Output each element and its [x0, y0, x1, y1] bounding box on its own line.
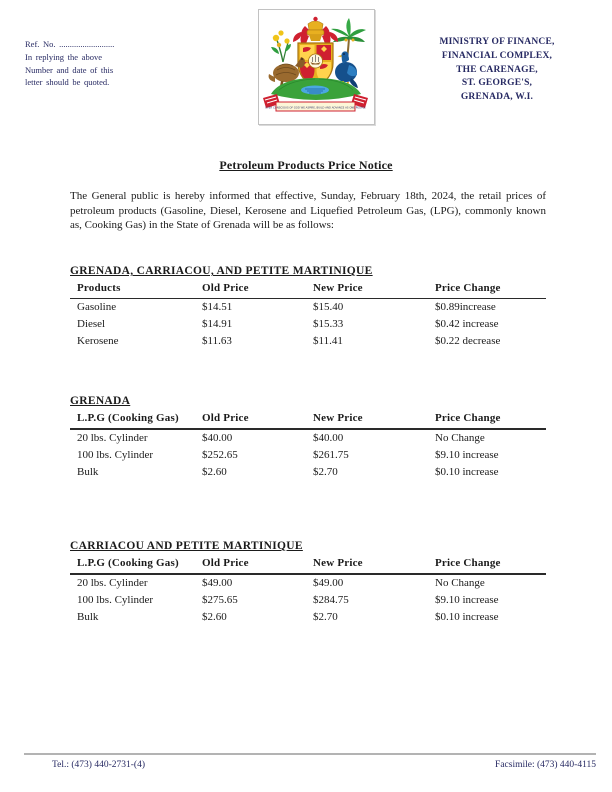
cell-old-price: $11.63: [202, 335, 232, 347]
table-row: [70, 574, 546, 592]
cell-price-change: $0.10 increase: [435, 611, 499, 623]
cell-old-price: $275.65: [202, 594, 238, 606]
table-row: [70, 447, 546, 464]
cell-new-price: $2.70: [313, 466, 338, 478]
cell-new-price: $15.33: [313, 318, 344, 330]
cell-old-price: $2.60: [202, 611, 227, 623]
cell-new-price: $49.00: [313, 577, 344, 589]
cell-price-change: $0.89increase: [435, 301, 496, 313]
reference-number-block: [25, 38, 141, 89]
cell-product: Bulk: [77, 611, 99, 623]
cell-old-price: $14.91: [202, 318, 233, 330]
cell-new-price: $284.75: [313, 594, 349, 606]
cell-price-change: $0.10 increase: [435, 466, 499, 478]
table-row: [70, 609, 546, 626]
table-row: [70, 592, 546, 609]
address-line: ST. GEORGE'S,: [461, 78, 533, 89]
column-header: Old Price: [202, 555, 313, 574]
cell-price-change: No Change: [435, 432, 485, 444]
cell-old-price: $14.51: [202, 301, 233, 313]
cell-product: Bulk: [77, 466, 99, 478]
column-header: L.P.G (Cooking Gas): [70, 410, 202, 429]
cell-price-change: $9.10 increase: [435, 449, 499, 461]
cell-new-price: $2.70: [313, 611, 338, 623]
column-header: Old Price: [202, 280, 313, 299]
grenada-coat-of-arms: [258, 9, 375, 125]
section-carriacou-petite-martinique-lpg: [70, 540, 546, 626]
footer: [24, 760, 596, 770]
cell-price-change: $9.10 increase: [435, 594, 499, 606]
column-header: New Price: [313, 280, 435, 299]
cell-product: 20 lbs. Cylinder: [77, 432, 148, 444]
cell-product: 100 lbs. Cylinder: [77, 449, 154, 461]
address-line: MINISTRY OF FINANCE,: [439, 37, 555, 47]
coat-of-arms-graphic: [259, 10, 372, 122]
footer-divider: [24, 753, 596, 755]
footer-facsimile: Facsimile: (473) 440-4115: [495, 760, 596, 770]
section-heading: GRENADA, CARRIACOU, AND PETITE MARTINIQUE: [70, 265, 373, 277]
table-row: [70, 316, 546, 333]
ref-line: Number and date of this: [25, 64, 114, 75]
table-row: [70, 299, 546, 317]
section-heading: GRENADA: [70, 395, 131, 407]
column-header: Price Change: [435, 410, 546, 429]
column-header: New Price: [313, 410, 435, 429]
section-grenada-lpg: [70, 395, 546, 481]
table-header-row: [70, 555, 546, 574]
page-title: Petroleum Products Price Notice: [219, 158, 393, 172]
address-line: FINANCIAL COMPLEX,: [441, 50, 553, 61]
address-line: THE CARENAGE,: [456, 64, 538, 75]
price-table: [70, 555, 546, 626]
section-heading: CARRIACOU AND PETITE MARTINIQUE: [70, 540, 303, 552]
table-row: [70, 464, 546, 481]
table-header-row: [70, 280, 546, 299]
table-row: [70, 333, 546, 350]
cell-product: 20 lbs. Cylinder: [77, 577, 148, 589]
crown-icon: [307, 17, 324, 41]
price-table: [70, 280, 546, 350]
cell-product: Diesel: [77, 318, 106, 330]
cell-product: Gasoline: [77, 301, 117, 313]
price-table: [70, 410, 546, 481]
intro-paragraph: The General public is hereby informed that effective, Sunday, February 18th, 2024, the retail prices of petroleum products (Gasoline, Diesel, Kerosene and Liquefied Petroleum Gas, (LPG), commonly known as, Cooking Gas) in the State of Grenada will be as follows:: [70, 190, 546, 232]
cell-new-price: $15.40: [313, 301, 344, 313]
cell-new-price: $261.75: [313, 449, 349, 461]
cell-new-price: $40.00: [313, 432, 344, 444]
cell-product: Kerosene: [77, 335, 119, 347]
column-header: Price Change: [435, 280, 546, 299]
cell-new-price: $11.41: [313, 335, 343, 347]
column-header: Price Change: [435, 555, 546, 574]
table-header-row: [70, 410, 546, 429]
cell-product: 100 lbs. Cylinder: [77, 594, 154, 606]
flower-sprig-icon: [271, 30, 291, 62]
cell-old-price: $2.60: [202, 466, 227, 478]
table-row: [70, 429, 546, 447]
cell-old-price: $252.65: [202, 449, 238, 461]
coat-of-arms-motto: EVER CONSCIOUS OF GOD WE ASPIRE, BUILD AND ADVANCE AS ONE PEOPLE: [265, 106, 366, 110]
cell-old-price: $40.00: [202, 432, 233, 444]
ministry-address-block: [402, 36, 592, 105]
address-line: GRENADA, W.I.: [460, 92, 534, 103]
cell-old-price: $49.00: [202, 577, 233, 589]
column-header: Products: [70, 280, 202, 299]
ref-line: letter should be quoted.: [25, 77, 110, 88]
column-header: L.P.G (Cooking Gas): [70, 555, 202, 574]
column-header: New Price: [313, 555, 435, 574]
cell-price-change: $0.42 increase: [435, 318, 499, 330]
ref-line: In replying the above: [25, 51, 102, 62]
section-grenada-carriacou-petite-martinique: [70, 265, 546, 350]
ref-line: Ref. No. ..........................: [25, 39, 115, 49]
cell-price-change: No Change: [435, 577, 485, 589]
footer-telephone: Tel.: (473) 440-2731-(4): [52, 760, 145, 770]
cell-price-change: $0.22 decrease: [435, 335, 501, 347]
column-header: Old Price: [202, 410, 313, 429]
